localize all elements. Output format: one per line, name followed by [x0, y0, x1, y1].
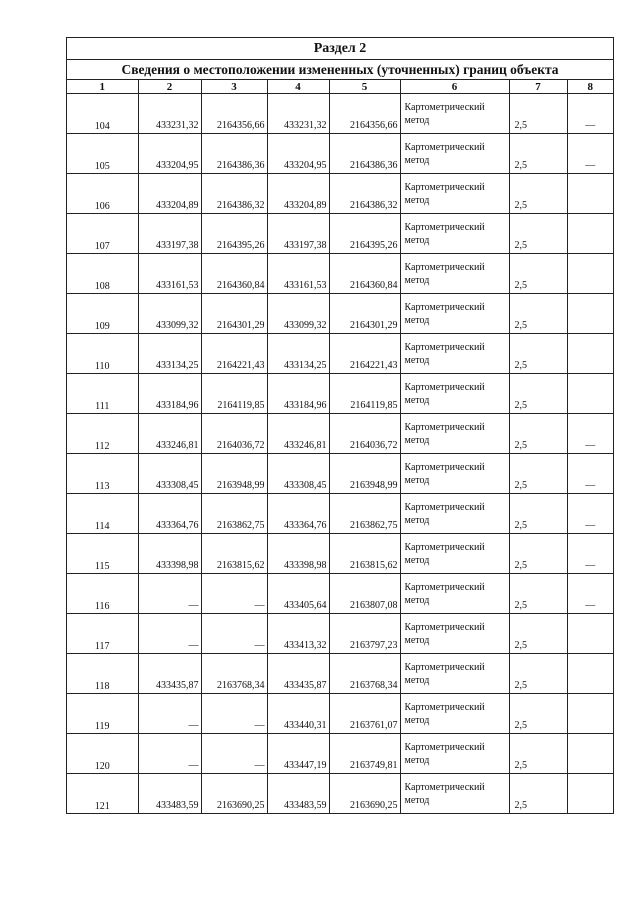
- x-old-cell: —: [138, 574, 201, 614]
- x-old-cell: 433099,32: [138, 294, 201, 334]
- point-number-cell: 112: [67, 414, 138, 454]
- method-cell: [400, 734, 509, 774]
- y-old-cell: 2164221,43: [201, 334, 267, 374]
- point-number-cell: 118: [67, 654, 138, 694]
- method-line-2: метод: [404, 475, 430, 486]
- method-cell: [400, 254, 509, 294]
- y-old-cell: 2164119,85: [201, 374, 267, 414]
- method-cell: [400, 414, 509, 454]
- table-body: [67, 94, 613, 814]
- x-old-cell: 433398,98: [138, 534, 201, 574]
- point-number-cell: 110: [67, 334, 138, 374]
- y-new-cell: 2164386,36: [329, 134, 400, 174]
- method-line-2: метод: [404, 675, 430, 686]
- y-old-cell: 2163862,75: [201, 494, 267, 534]
- y-old-cell: 2163690,25: [201, 774, 267, 814]
- column-header-6: 6: [400, 80, 509, 94]
- method-line-2: метод: [404, 315, 430, 326]
- y-new-cell: 2163807,08: [329, 574, 400, 614]
- method-cell: [400, 774, 509, 814]
- column-number-header-row: [67, 80, 613, 94]
- x-old-cell: 433364,76: [138, 494, 201, 534]
- y-new-cell: 2163768,34: [329, 654, 400, 694]
- x-new-cell: 433231,32: [267, 94, 329, 134]
- method-line-1: Картометрический: [404, 102, 485, 113]
- col8-cell: —: [567, 94, 613, 134]
- method-line-1: Картометрический: [404, 502, 485, 513]
- col8-cell: —: [567, 494, 613, 534]
- table-row: [67, 454, 613, 494]
- table-row: [67, 734, 613, 774]
- point-number-cell: 116: [67, 574, 138, 614]
- col8-cell: [567, 694, 613, 734]
- y-new-cell: 2163761,07: [329, 694, 400, 734]
- method-line-1: Картометрический: [404, 742, 485, 753]
- table-row: [67, 294, 613, 334]
- col8-cell: —: [567, 574, 613, 614]
- y-old-cell: —: [201, 614, 267, 654]
- x-new-cell: 433204,95: [267, 134, 329, 174]
- precision-cell: 2,5: [509, 614, 567, 654]
- method-cell: [400, 494, 509, 534]
- point-number-cell: 117: [67, 614, 138, 654]
- method-cell: [400, 94, 509, 134]
- x-new-cell: 433197,38: [267, 214, 329, 254]
- coordinates-table: [67, 80, 613, 813]
- table-row: [67, 414, 613, 454]
- col8-cell: [567, 254, 613, 294]
- section-title: Раздел 2: [67, 38, 613, 60]
- precision-cell: 2,5: [509, 334, 567, 374]
- method-line-1: Картометрический: [404, 782, 485, 793]
- method-line-2: метод: [404, 195, 430, 206]
- method-line-1: Картометрический: [404, 462, 485, 473]
- method-line-1: Картометрический: [404, 542, 485, 553]
- col8-cell: —: [567, 414, 613, 454]
- method-line-1: Картометрический: [404, 582, 485, 593]
- precision-cell: 2,5: [509, 494, 567, 534]
- method-line-2: метод: [404, 155, 430, 166]
- precision-cell: 2,5: [509, 654, 567, 694]
- point-number-cell: 107: [67, 214, 138, 254]
- y-new-cell: 2164301,29: [329, 294, 400, 334]
- x-new-cell: 433413,32: [267, 614, 329, 654]
- method-line-1: Картометрический: [404, 662, 485, 673]
- y-old-cell: —: [201, 694, 267, 734]
- method-line-2: метод: [404, 115, 430, 126]
- table-row: [67, 254, 613, 294]
- y-old-cell: 2164386,36: [201, 134, 267, 174]
- method-line-2: метод: [404, 755, 430, 766]
- x-old-cell: 433184,96: [138, 374, 201, 414]
- method-line-1: Картометрический: [404, 142, 485, 153]
- table-row: [67, 374, 613, 414]
- precision-cell: 2,5: [509, 734, 567, 774]
- point-number-cell: 104: [67, 94, 138, 134]
- column-header-7: 7: [509, 80, 567, 94]
- y-old-cell: 2163815,62: [201, 534, 267, 574]
- precision-cell: 2,5: [509, 174, 567, 214]
- precision-cell: 2,5: [509, 214, 567, 254]
- y-old-cell: 2164395,26: [201, 214, 267, 254]
- table-row: [67, 494, 613, 534]
- table-row: [67, 214, 613, 254]
- col8-cell: [567, 214, 613, 254]
- precision-cell: 2,5: [509, 534, 567, 574]
- col8-cell: [567, 374, 613, 414]
- method-line-1: Картометрический: [404, 422, 485, 433]
- precision-cell: 2,5: [509, 694, 567, 734]
- y-new-cell: 2164386,32: [329, 174, 400, 214]
- y-old-cell: 2164356,66: [201, 94, 267, 134]
- x-new-cell: 433364,76: [267, 494, 329, 534]
- x-new-cell: 433398,98: [267, 534, 329, 574]
- x-old-cell: 433197,38: [138, 214, 201, 254]
- y-new-cell: 2163862,75: [329, 494, 400, 534]
- column-header-5: 5: [329, 80, 400, 94]
- method-line-2: метод: [404, 235, 430, 246]
- y-old-cell: —: [201, 574, 267, 614]
- col8-cell: —: [567, 534, 613, 574]
- x-old-cell: 433134,25: [138, 334, 201, 374]
- x-new-cell: 433483,59: [267, 774, 329, 814]
- col8-cell: [567, 294, 613, 334]
- y-old-cell: 2164036,72: [201, 414, 267, 454]
- x-new-cell: 433161,53: [267, 254, 329, 294]
- method-cell: [400, 454, 509, 494]
- method-line-2: метод: [404, 355, 430, 366]
- col8-cell: [567, 334, 613, 374]
- method-cell: [400, 614, 509, 654]
- x-new-cell: 433405,64: [267, 574, 329, 614]
- col8-cell: —: [567, 134, 613, 174]
- table-row: [67, 94, 613, 134]
- method-cell: [400, 654, 509, 694]
- x-old-cell: 433435,87: [138, 654, 201, 694]
- x-old-cell: —: [138, 734, 201, 774]
- y-new-cell: 2164356,66: [329, 94, 400, 134]
- table-row: [67, 774, 613, 814]
- method-line-2: метод: [404, 395, 430, 406]
- precision-cell: 2,5: [509, 254, 567, 294]
- method-line-2: метод: [404, 795, 430, 806]
- method-line-2: метод: [404, 595, 430, 606]
- point-number-cell: 121: [67, 774, 138, 814]
- y-new-cell: 2163797,23: [329, 614, 400, 654]
- point-number-cell: 111: [67, 374, 138, 414]
- col8-cell: [567, 174, 613, 214]
- point-number-cell: 114: [67, 494, 138, 534]
- x-old-cell: —: [138, 614, 201, 654]
- column-header-4: 4: [267, 80, 329, 94]
- document-sheet: [66, 37, 614, 814]
- y-new-cell: 2164036,72: [329, 414, 400, 454]
- point-number-cell: 108: [67, 254, 138, 294]
- method-line-2: метод: [404, 435, 430, 446]
- point-number-cell: 113: [67, 454, 138, 494]
- x-new-cell: 433099,32: [267, 294, 329, 334]
- y-old-cell: 2164301,29: [201, 294, 267, 334]
- method-line-2: метод: [404, 275, 430, 286]
- method-line-1: Картометрический: [404, 382, 485, 393]
- point-number-cell: 120: [67, 734, 138, 774]
- method-line-1: Картометрический: [404, 222, 485, 233]
- y-new-cell: 2163815,62: [329, 534, 400, 574]
- x-old-cell: 433483,59: [138, 774, 201, 814]
- x-new-cell: 433246,81: [267, 414, 329, 454]
- table-row: [67, 334, 613, 374]
- table-row: [67, 574, 613, 614]
- method-cell: [400, 694, 509, 734]
- method-cell: [400, 294, 509, 334]
- x-new-cell: 433447,19: [267, 734, 329, 774]
- y-old-cell: 2163768,34: [201, 654, 267, 694]
- y-new-cell: 2164395,26: [329, 214, 400, 254]
- y-old-cell: 2164386,32: [201, 174, 267, 214]
- precision-cell: 2,5: [509, 774, 567, 814]
- precision-cell: 2,5: [509, 454, 567, 494]
- x-old-cell: 433231,32: [138, 94, 201, 134]
- y-new-cell: 2163690,25: [329, 774, 400, 814]
- method-cell: [400, 134, 509, 174]
- method-line-1: Картометрический: [404, 702, 485, 713]
- y-old-cell: 2164360,84: [201, 254, 267, 294]
- precision-cell: 2,5: [509, 94, 567, 134]
- table-row: [67, 174, 613, 214]
- method-cell: [400, 334, 509, 374]
- table-row: [67, 654, 613, 694]
- col8-cell: [567, 654, 613, 694]
- x-new-cell: 433308,45: [267, 454, 329, 494]
- method-cell: [400, 174, 509, 214]
- x-new-cell: 433204,89: [267, 174, 329, 214]
- col8-cell: —: [567, 454, 613, 494]
- col8-cell: [567, 614, 613, 654]
- precision-cell: 2,5: [509, 574, 567, 614]
- method-line-2: метод: [404, 515, 430, 526]
- method-line-1: Картометрический: [404, 342, 485, 353]
- x-old-cell: —: [138, 694, 201, 734]
- method-line-1: Картометрический: [404, 182, 485, 193]
- point-number-cell: 119: [67, 694, 138, 734]
- x-old-cell: 433308,45: [138, 454, 201, 494]
- method-line-1: Картометрический: [404, 262, 485, 273]
- column-header-2: 2: [138, 80, 201, 94]
- column-header-8: 8: [567, 80, 613, 94]
- precision-cell: 2,5: [509, 374, 567, 414]
- method-line-1: Картометрический: [404, 622, 485, 633]
- y-new-cell: 2164360,84: [329, 254, 400, 294]
- x-new-cell: 433184,96: [267, 374, 329, 414]
- method-cell: [400, 534, 509, 574]
- table-row: [67, 534, 613, 574]
- method-line-2: метод: [404, 635, 430, 646]
- method-line-2: метод: [404, 555, 430, 566]
- point-number-cell: 106: [67, 174, 138, 214]
- x-old-cell: 433204,95: [138, 134, 201, 174]
- point-number-cell: 109: [67, 294, 138, 334]
- method-line-1: Картометрический: [404, 302, 485, 313]
- x-old-cell: 433161,53: [138, 254, 201, 294]
- table-title: Сведения о местоположении измененных (уточненных) границ объекта: [67, 60, 613, 80]
- table-row: [67, 694, 613, 734]
- precision-cell: 2,5: [509, 134, 567, 174]
- table-row: [67, 614, 613, 654]
- col8-cell: [567, 774, 613, 814]
- point-number-cell: 105: [67, 134, 138, 174]
- col8-cell: [567, 734, 613, 774]
- method-cell: [400, 374, 509, 414]
- method-cell: [400, 214, 509, 254]
- precision-cell: 2,5: [509, 414, 567, 454]
- x-new-cell: 433435,87: [267, 654, 329, 694]
- y-old-cell: —: [201, 734, 267, 774]
- x-old-cell: 433246,81: [138, 414, 201, 454]
- y-old-cell: 2163948,99: [201, 454, 267, 494]
- y-new-cell: 2163948,99: [329, 454, 400, 494]
- y-new-cell: 2163749,81: [329, 734, 400, 774]
- column-header-3: 3: [201, 80, 267, 94]
- x-old-cell: 433204,89: [138, 174, 201, 214]
- x-new-cell: 433134,25: [267, 334, 329, 374]
- y-new-cell: 2164221,43: [329, 334, 400, 374]
- method-cell: [400, 574, 509, 614]
- point-number-cell: 115: [67, 534, 138, 574]
- method-line-2: метод: [404, 715, 430, 726]
- y-new-cell: 2164119,85: [329, 374, 400, 414]
- precision-cell: 2,5: [509, 294, 567, 334]
- column-header-1: 1: [67, 80, 138, 94]
- table-row: [67, 134, 613, 174]
- x-new-cell: 433440,31: [267, 694, 329, 734]
